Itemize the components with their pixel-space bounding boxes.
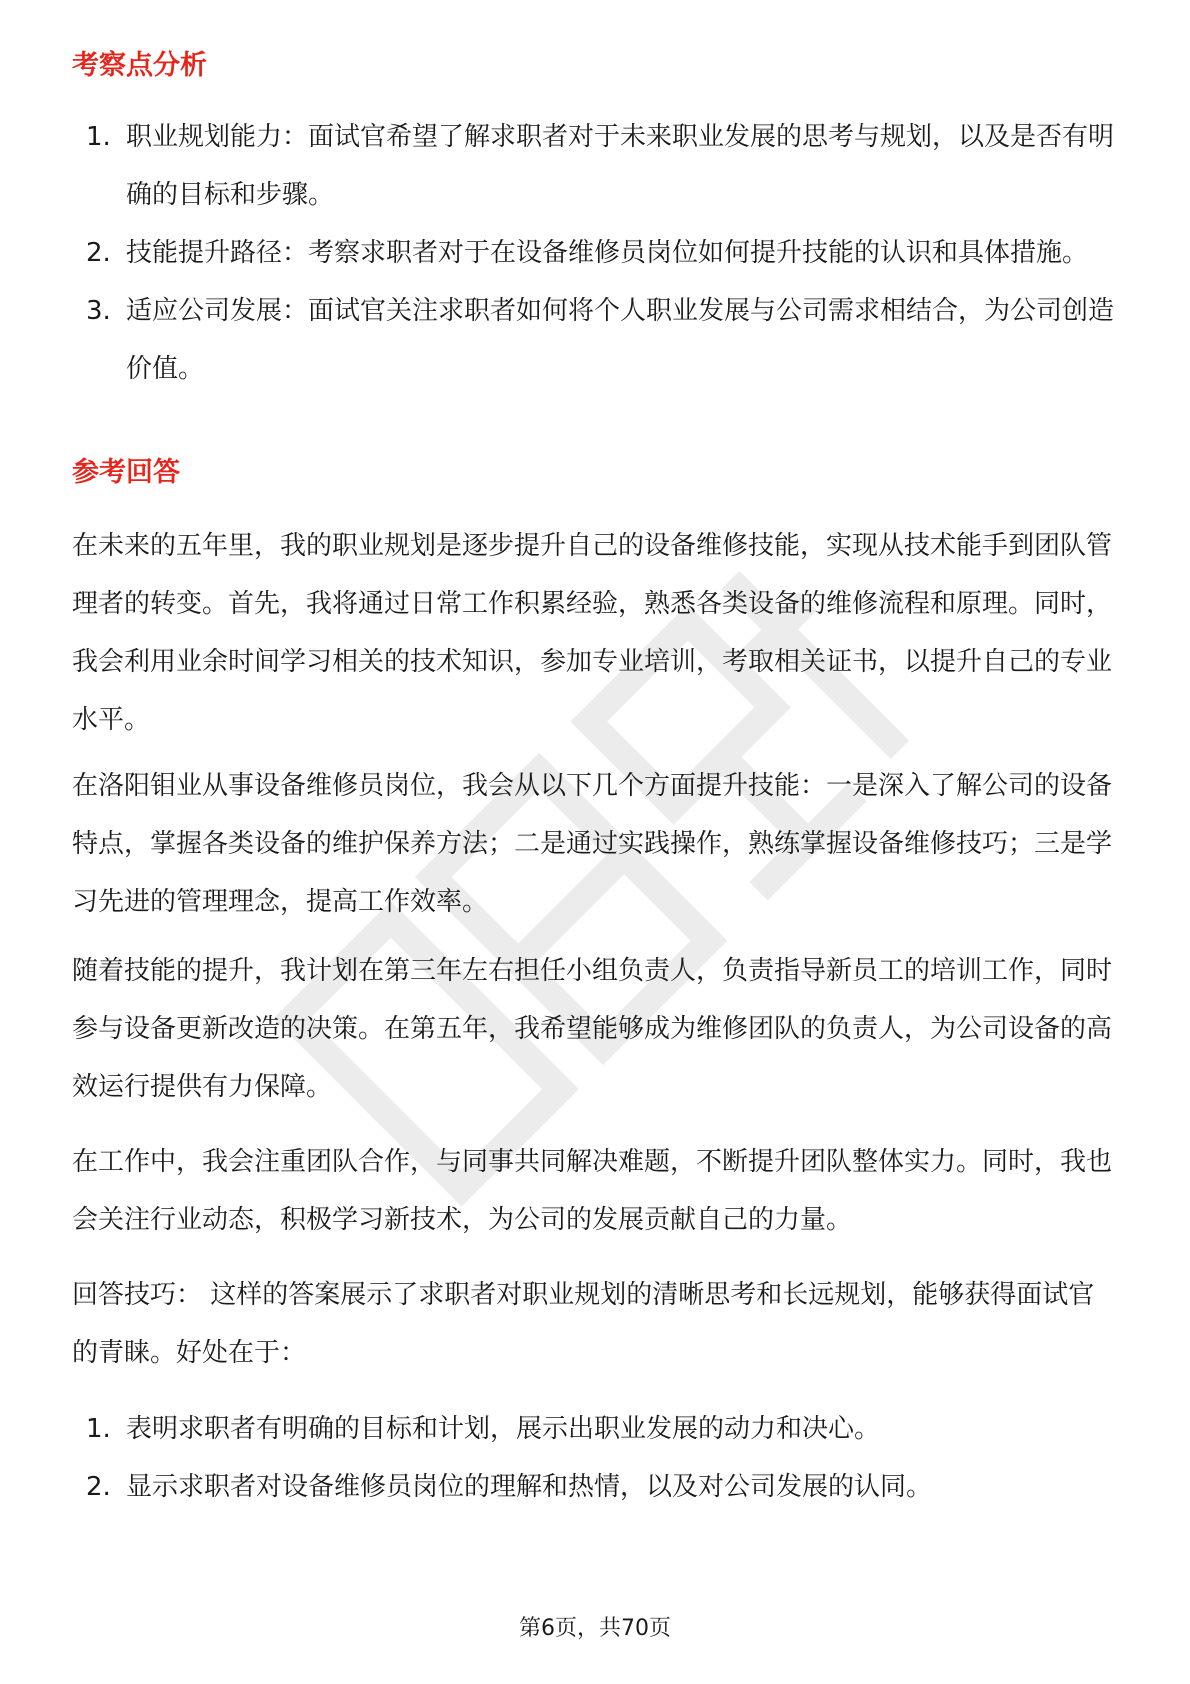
answer-tips-intro: 回答技巧： 这样的答案展示了求职者对职业规划的清晰思考和长远规划，能够获得面试官的青睐。好处在于： <box>72 1280 1095 1368</box>
list-item <box>0 108 1190 224</box>
list-item-text: 技能提升路径：考察求职者对于在设备维修员岗位如何提升技能的认识和具体措施。 <box>126 238 1089 268</box>
page-number: 第6页，共70页 <box>519 1616 671 1641</box>
section-title-analysis: 考察点分析 <box>72 50 207 81</box>
section-title-answer: 参考回答 <box>72 457 180 488</box>
answer-paragraph-3: 随着技能的提升，我计划在第三年左右担任小组负责人，负责指导新员工的培训工作，同时参与设备更新改造的决策。在第五年，我希望能够成为维修团队的负责人，为公司设备的高效运行提供有力保障。 <box>72 956 1113 1102</box>
list-item <box>0 224 1190 282</box>
list-item-text: 适应公司发展：面试官关注求职者如何将个人职业发展与公司需求相结合，为公司创造价值。 <box>126 296 1115 384</box>
list-item-number: 1. <box>86 1414 111 1444</box>
list-item-number: 2. <box>86 1472 111 1502</box>
list-item-number: 3. <box>86 296 111 326</box>
list-item-number: 2. <box>86 238 111 268</box>
list-item-number: 1. <box>86 122 111 152</box>
list-item <box>0 1458 1190 1516</box>
list-item-text: 职业规划能力：面试官希望了解求职者对于未来职业发展的思考与规划，以及是否有明确的目标和步骤。 <box>126 122 1115 210</box>
list-item-text: 表明求职者有明确的目标和计划，展示出职业发展的动力和决心。 <box>126 1414 881 1444</box>
analysis-list <box>0 108 1190 398</box>
tips-list <box>0 1400 1190 1516</box>
list-item <box>0 1400 1190 1458</box>
answer-paragraph-4: 在工作中，我会注重团队合作，与同事共同解决难题，不断提升团队整体实力。同时，我也会关注行业动态，积极学习新技术，为公司的发展贡献自己的力量。 <box>72 1147 1113 1235</box>
answer-paragraph-1: 在未来的五年里，我的职业规划是逐步提升自己的设备维修技能，实现从技术能手到团队管理者的转变。首先，我将通过日常工作积累经验，熟悉各类设备的维修流程和原理。同时，我会利用业余时间学习相关的技术知识，参加专业培训，考取相关证书，以提升自己的专业水平。 <box>72 531 1113 735</box>
list-item-text: 显示求职者对设备维修员岗位的理解和热情，以及对公司发展的认同。 <box>126 1472 933 1502</box>
list-item <box>0 282 1190 398</box>
answer-paragraph-2: 在洛阳钼业从事设备维修员岗位，我会从以下几个方面提升技能：一是深入了解公司的设备特点，掌握各类设备的维护保养方法；二是通过实践操作，熟练掌握设备维修技巧；三是学习先进的管理理念，提高工作效率。 <box>72 771 1113 917</box>
